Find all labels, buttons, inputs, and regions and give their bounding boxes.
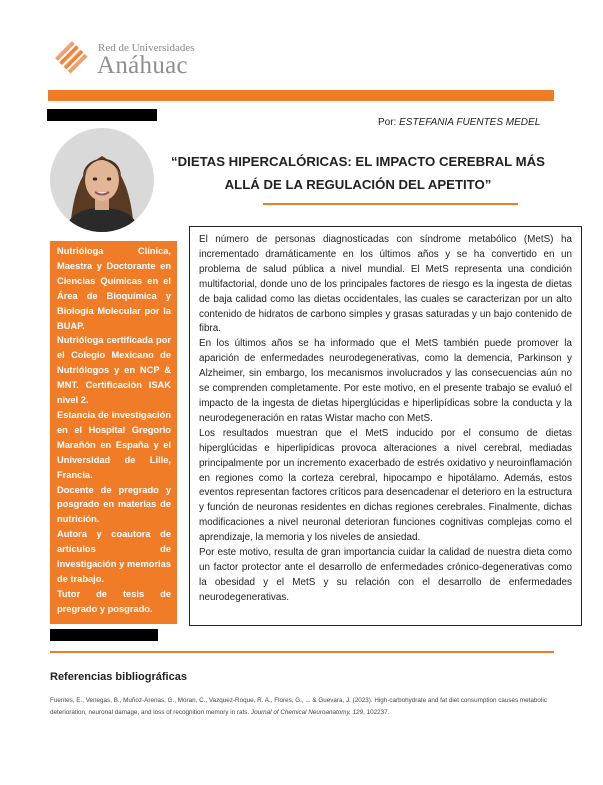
bottom-black-bar bbox=[50, 629, 158, 641]
author-bio-box bbox=[50, 241, 177, 624]
article-body bbox=[189, 226, 582, 626]
bio-item: Nutrióloga certificada por el Colegio Mexicano de Nutriólogos y en NCP & MNT. Certificación ISAK nivel 2. bbox=[57, 335, 171, 406]
author-name: ESTEFANIA FUENTES MEDEL bbox=[399, 117, 541, 128]
bio-item: Nutrióloga Clínica, Maestra y Doctorante en Ciencias Químicas en el Área de Bioquímica y Biología Molecular por la BUAP. bbox=[57, 246, 171, 331]
article-paragraph: El número de personas diagnosticadas con síndrome metabólico (MetS) ha incrementado dramáticamente en los últimos años y se ha convertido en un problema de salud pública a nivel mundial. El MetS representa una condición multifactorial, donde uno de los principales factores de riesgo es la ingesta de dietas de baja calidad como las dietas occidentales, las cuales se caracterizan por un alto contenido de hidratos de carbono simples y grasas saturadas y un bajo contenido de fibra. bbox=[199, 234, 572, 335]
reference-journal: Journal of Chemical Neuroanatomy, 129 bbox=[250, 708, 364, 716]
title-underline bbox=[263, 203, 518, 205]
header-orange-bar bbox=[48, 90, 554, 101]
logo-network-text: Red de Universidades bbox=[98, 42, 195, 54]
bio-item: Autora y coautora de artículos de investigación y memorias de trabajo. bbox=[57, 529, 171, 584]
references-heading: Referencias bibliográficas bbox=[50, 671, 187, 683]
bio-item: Docente de pregrado y posgrado en materias de nutrición. bbox=[57, 484, 171, 525]
author-photo bbox=[50, 128, 154, 232]
article-paragraph: Por este motivo, resulta de gran importancia cuidar la calidad de nuestra dieta como un factor protector ante el desarrollo de enfermedades crónico-degenerativas como la obesidad y el MetS y su relación con el desarrollo de enfermedades neurodegenerativas. bbox=[199, 547, 572, 603]
author-prefix: Por: bbox=[378, 117, 400, 128]
article-title bbox=[168, 150, 548, 196]
footer-orange-line bbox=[50, 651, 554, 653]
article-paragraph: Los resultados muestran que el MetS inducido por el consumo de dietas hiperglúcidas e hiperlipídicas provoca alteraciones a nivel cerebral, mediadas principalmente por un incremento exacerbado de estrés oxidativo y neuroinflamación en regiones como la corteza cerebral, hipocampo e hipotálamo. Además, estos eventos representan factores críticos para desencadenar el deterioro en la estructura y función de neuronas residentes en dichas regiones cerebrales. Finalmente, dichas modificaciones a nivel neuronal deterioran funciones cognitivas complejas como el aprendizaje, la memoria y los niveles de ansiedad. bbox=[199, 427, 572, 544]
bio-item: Estancia de investigación en el Hospital Gregorio Marañón en España y el Universidad de Lille, Francia. bbox=[57, 409, 171, 480]
article-paragraph: En los últimos años se ha informado que el MetS también puede promover la aparición de enfermedades neurodegenerativas, como la demencia, Parkinson y Alzheimer, sin embargo, los mecanismos involucrados y las consecuencias aún no se comprenden completamente. Por este motivo, en el presente trabajo se evaluó el impacto de la ingesta de dietas hiperglúcidas e hiperlipídicas sobre la conducta y la neurodegeneración en ratas Wistar macho con MetS. bbox=[199, 338, 572, 424]
logo-wordmark: Anáhuac bbox=[97, 52, 188, 79]
top-black-bar bbox=[47, 109, 157, 121]
author-byline bbox=[378, 117, 540, 128]
reference-citation: Fuentes, E., Venegas, B., Muñoz-Arenas, G., Moran, C., Vazquez-Roque, R. A., Flores, G., ... & Guevara, J. (2023). High-carbohydrate and fat diet consumption causes metabolic deterioration, neuronal damage, and loss of recognition memory in rats. bbox=[50, 697, 547, 716]
article-title-line-2: ALLÁ DE LA REGULACIÓN DEL APETITO” bbox=[224, 177, 492, 192]
article-title-line-1: “DIETAS HIPERCALÓRICAS: EL IMPACTO CEREBRAL MÁS bbox=[171, 154, 545, 169]
reference-pages: , 102237. bbox=[363, 708, 390, 716]
bio-item: Tutor de tesis de pregrado y posgrado. bbox=[57, 588, 171, 614]
reference-entry bbox=[50, 695, 560, 718]
anahuac-logo-mark-icon bbox=[52, 38, 92, 78]
